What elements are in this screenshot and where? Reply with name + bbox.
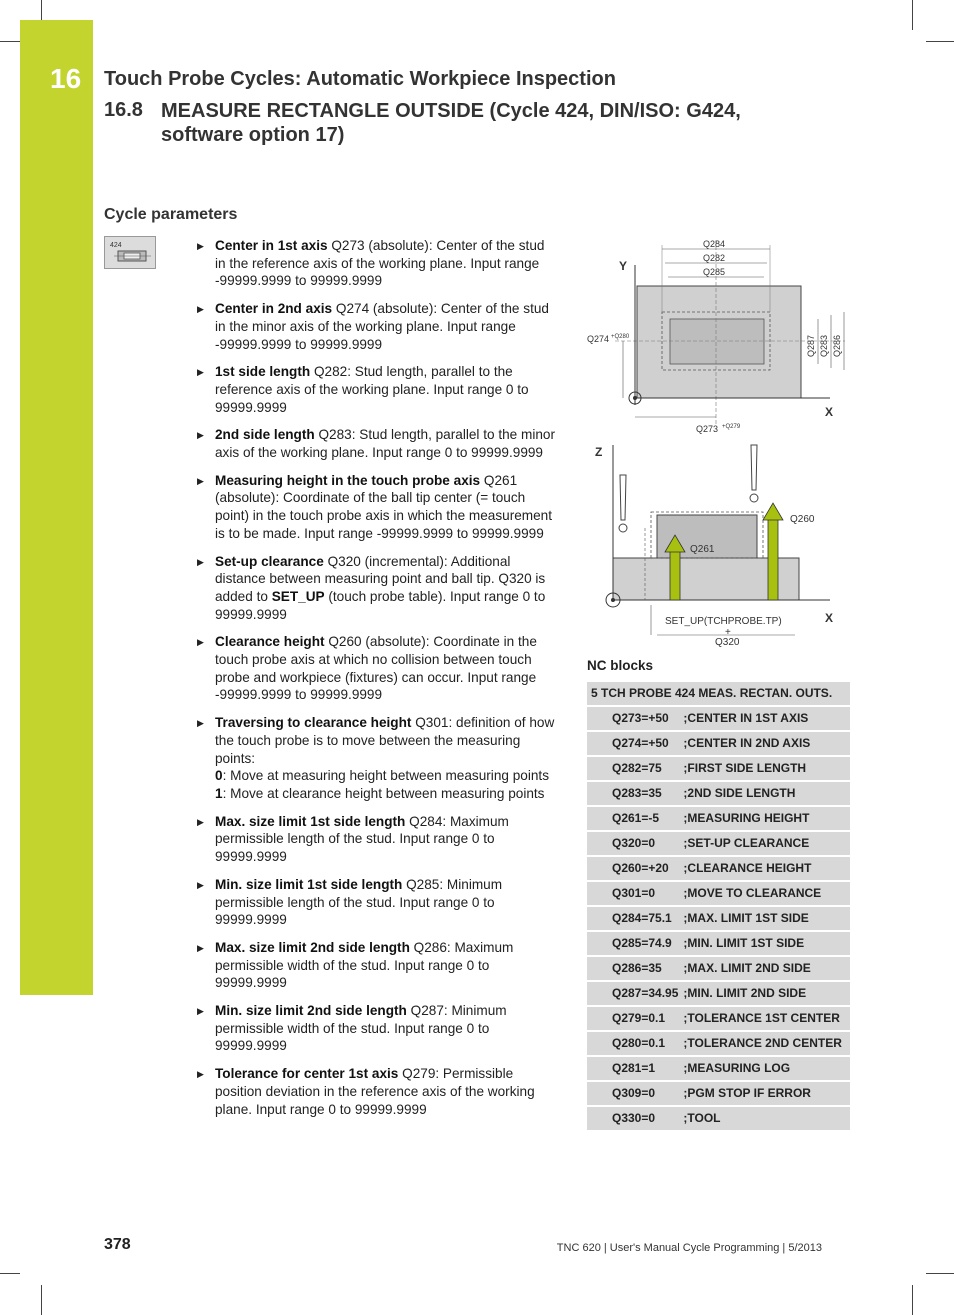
crop-mark — [0, 1273, 20, 1274]
bullet-arrow-icon: ▶ — [197, 637, 204, 648]
q285-label: Q285 — [703, 267, 726, 277]
table-row — [587, 906, 850, 931]
table-row — [587, 1031, 850, 1056]
crop-mark — [926, 1273, 954, 1274]
page-number: 378 — [104, 1236, 131, 1253]
q320-label: Q320 — [715, 637, 740, 648]
x-axis-label: X — [825, 611, 834, 625]
table-row — [587, 781, 850, 806]
param-item: ▶ Center in 1st axis Q273 (absolute): Center of the stud in the reference axis of the working plane. Input range -99999.9999 to 99999.9999 — [197, 238, 545, 289]
param-item: ▶ Max. size limit 1st side length Q284: Maximum permissible length of the stud. Input range 0 to 99999.9999 — [197, 813, 509, 865]
nc-key: Q279=0.1 — [587, 1006, 682, 1031]
nc-comment: ;SET-UP CLEARANCE — [682, 831, 850, 856]
q287-label: Q287 — [806, 334, 816, 357]
q286-label: Q286 — [832, 334, 842, 357]
table-row — [587, 956, 850, 981]
bullet-arrow-icon: ▶ — [197, 556, 204, 567]
table-row — [587, 806, 850, 831]
nc-key: Q309=0 — [587, 1081, 682, 1106]
y-axis-label: Y — [619, 259, 628, 273]
bullet-arrow-icon: ▶ — [197, 1006, 204, 1017]
param-item: ▶ Min. size limit 2nd side length Q287: Minimum permissible width of the stud. Input range 0 to 99999.9999 — [197, 1003, 507, 1054]
nc-comment: ;2ND SIDE LENGTH — [682, 781, 850, 806]
param-item: ▶ 1st side length Q282: Stud length, parallel to the reference axis of the working plane. Input range 0 to 99999.9999 — [197, 364, 529, 415]
bullet-arrow-icon: ▶ — [197, 718, 204, 729]
bullet-arrow-icon: ▶ — [197, 430, 204, 441]
table-row — [587, 931, 850, 956]
param-item: ▶ Center in 2nd axis Q274 (absolute): Center of the stud in the minor axis of the working plane. Input range -99999.9999 to 99999.9999 — [197, 301, 549, 352]
q274-label: Q274 — [587, 334, 610, 344]
table-row — [587, 1006, 850, 1031]
table-row — [587, 831, 850, 856]
nc-key: Q274=+50 — [587, 731, 682, 756]
nc-key: Q260=+20 — [587, 856, 682, 881]
nc-key: Q287=34.95 — [587, 981, 682, 1006]
zx-plane-diagram — [585, 440, 855, 650]
nc-key: Q261=-5 — [587, 806, 682, 831]
section-title: MEASURE RECTANGLE OUTSIDE (Cycle 424, DIN/ISO: G424, software option 17) — [161, 100, 741, 146]
nc-key: Q281=1 — [587, 1056, 682, 1081]
xy-plane-diagram — [585, 235, 855, 435]
nc-comment: ;MAX. LIMIT 1ST SIDE — [682, 906, 850, 931]
param-item: ▶ Max. size limit 2nd side length Q286: Maximum permissible width of the stud. Input range 0 to 99999.9999 — [197, 939, 514, 991]
bullet-arrow-icon: ▶ — [197, 879, 204, 890]
nc-comment: ;PGM STOP IF ERROR — [682, 1081, 850, 1106]
nc-key: Q283=35 — [587, 781, 682, 806]
cycle-424-softkey-icon — [104, 236, 156, 269]
crop-mark — [926, 41, 954, 42]
nc-key: Q320=0 — [587, 831, 682, 856]
table-row — [587, 881, 850, 906]
table-row — [587, 1106, 850, 1131]
plus-label: + — [725, 627, 731, 638]
table-row — [587, 1056, 850, 1081]
bullet-arrow-icon: ▶ — [197, 942, 204, 953]
param-item: ▶ Min. size limit 1st side length Q285: Minimum permissible length of the stud. Input range 0 to 99999.9999 — [197, 876, 503, 928]
param-item: ▶ Traversing to clearance height Q301: definition of how the touch probe is to move between the measuring points: 0: Move at measuring height between measuring points 1: Move at clearance height between measuring points — [197, 715, 555, 801]
param-item: ▶ Set-up clearance Q320 (incremental): Additional distance between measuring point and ball tip. Q320 is added to SET_UP (touch probe table). Input range 0 to 99999.9999 — [197, 553, 546, 622]
crop-mark — [912, 1285, 913, 1315]
q280-label: +Q280 — [611, 334, 630, 340]
footer-text: TNC 620 | User's Manual Cycle Programming | 5/2013 — [556, 1242, 822, 1254]
table-row — [587, 1081, 850, 1106]
bullet-arrow-icon: ▶ — [197, 241, 204, 251]
nc-comment: ;MIN. LIMIT 1ST SIDE — [682, 931, 850, 956]
chapter-title: Touch Probe Cycles: Automatic Workpiece Inspection — [104, 68, 616, 90]
nc-key: Q286=35 — [587, 956, 682, 981]
q283-label: Q283 — [819, 334, 829, 357]
nc-blocks-table — [587, 682, 850, 1132]
param-item: ▶ Measuring height in the touch probe axis Q261 (absolute): Coordinate of the ball tip center (= touch point) in the touch probe axis in which the measurement is to be made. Input range -99999.9999 to 99999.9999 — [197, 472, 553, 541]
nc-key: Q330=0 — [587, 1106, 682, 1131]
section-number: 16.8 — [104, 99, 143, 121]
q261-label: Q261 — [690, 544, 715, 555]
nc-comment: ;MEASURING HEIGHT — [682, 806, 850, 831]
param-item: ▶ Clearance height Q260 (absolute): Coordinate in the touch probe axis at which no collision between touch probe and workpiece (fixtures) can occur. Input range -99999.9999 to 99999.9999 — [197, 634, 537, 703]
x-axis-label: X — [825, 405, 834, 419]
parameter-list — [193, 237, 555, 1128]
table-row — [587, 756, 850, 781]
nc-key: Q282=75 — [587, 756, 682, 781]
table-row — [587, 706, 850, 731]
setup-label: SET_UP(TCHPROBE.TP) — [665, 616, 782, 627]
bullet-arrow-icon: ▶ — [197, 304, 204, 315]
nc-comment: ;MAX. LIMIT 2ND SIDE — [682, 956, 850, 981]
nc-comment: ;MEASURING LOG — [682, 1056, 850, 1081]
nc-comment: ;CENTER IN 2ND AXIS — [682, 731, 850, 756]
crop-mark — [912, 0, 913, 30]
q279-label: +Q279 — [722, 424, 741, 430]
crop-mark — [41, 0, 42, 20]
softkey-label: 424 — [110, 242, 122, 249]
q273-label: Q273 — [696, 424, 719, 434]
nc-comment: ;CLEARANCE HEIGHT — [682, 856, 850, 881]
bullet-arrow-icon: ▶ — [197, 367, 204, 378]
nc-comment: ;MIN. LIMIT 2ND SIDE — [682, 981, 850, 1006]
q260-label: Q260 — [790, 514, 815, 525]
nc-comment: ;TOOL — [682, 1106, 850, 1131]
nc-comment: ;FIRST SIDE LENGTH — [682, 756, 850, 781]
crop-mark — [41, 1285, 42, 1315]
nc-blocks-label: NC blocks — [587, 658, 654, 673]
q284-label: Q284 — [703, 239, 726, 249]
nc-comment: ;MOVE TO CLEARANCE — [682, 881, 850, 906]
param-item: ▶ 2nd side length Q283: Stud length, parallel to the minor axis of the working plane. Input range 0 to 99999.9999 — [197, 427, 556, 461]
nc-header: 5 TCH PROBE 424 MEAS. RECTAN. OUTS. — [587, 682, 850, 706]
nc-key: Q301=0 — [587, 881, 682, 906]
table-row — [587, 856, 850, 881]
nc-key: Q284=75.1 — [587, 906, 682, 931]
bullet-arrow-icon: ▶ — [197, 475, 204, 486]
crop-mark — [0, 41, 20, 42]
table-row — [587, 682, 850, 706]
nc-key: Q273=+50 — [587, 706, 682, 731]
nc-comment: ;TOLERANCE 1ST CENTER — [682, 1006, 850, 1031]
nc-key: Q280=0.1 — [587, 1031, 682, 1056]
nc-comment: ;TOLERANCE 2ND CENTER — [682, 1031, 850, 1056]
z-axis-label: Z — [595, 445, 603, 459]
table-row — [587, 981, 850, 1006]
param-item: ▶ Tolerance for center 1st axis Q279: Permissible position deviation in the reference axis of the working plane. Input range 0 to 99999.9999 — [197, 1066, 535, 1117]
bullet-arrow-icon: ▶ — [197, 1069, 204, 1080]
bullet-arrow-icon: ▶ — [197, 816, 204, 827]
table-row — [587, 731, 850, 756]
nc-comment: ;CENTER IN 1ST AXIS — [682, 706, 850, 731]
section-heading: Cycle parameters — [104, 206, 238, 223]
q282-label: Q282 — [703, 253, 726, 263]
chapter-tab — [20, 20, 93, 995]
chapter-number: 16 — [50, 58, 88, 100]
nc-key: Q285=74.9 — [587, 931, 682, 956]
